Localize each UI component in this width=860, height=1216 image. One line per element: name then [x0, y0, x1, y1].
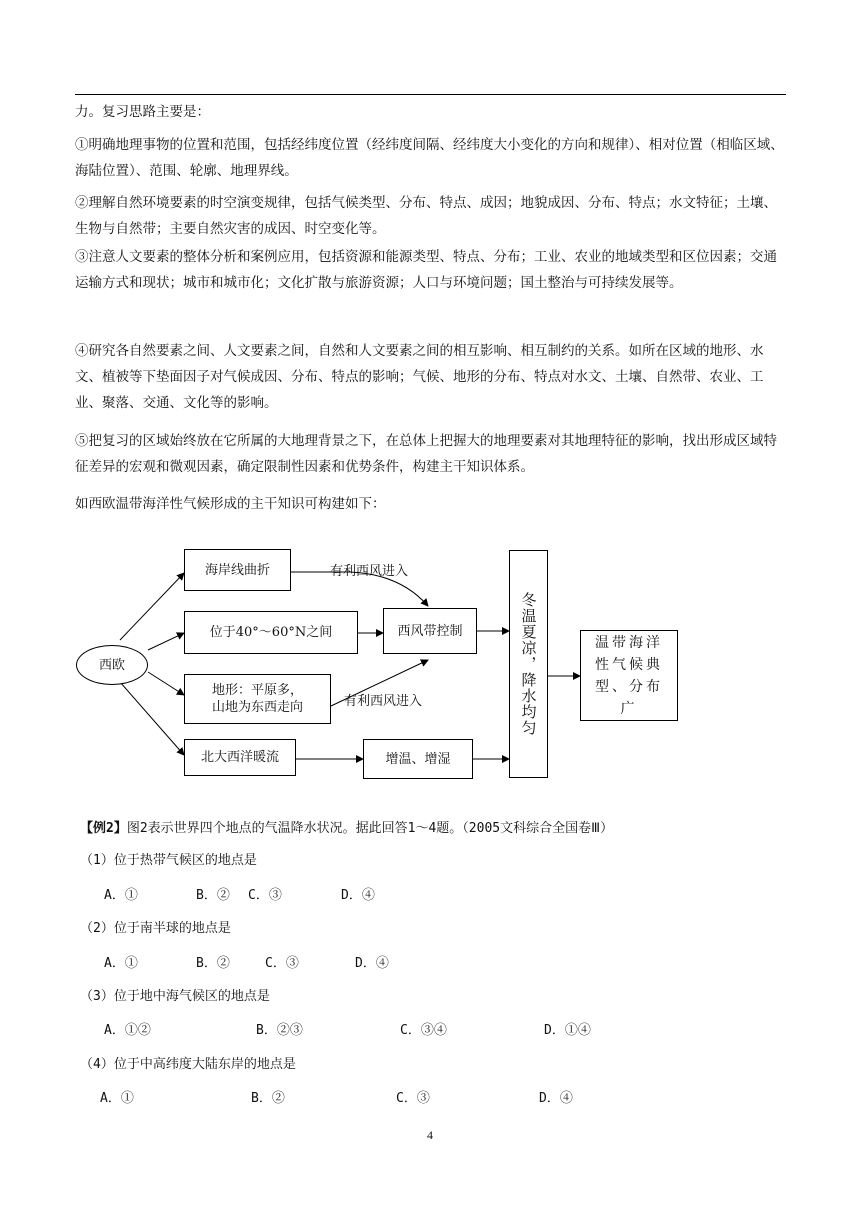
climate-feature-box	[509, 550, 548, 778]
point-1: ①明确地理事物的位置和范围，包括经纬度位置（经纬度间隔、经纬度大小变化的方向和规律）、相对位置（相临区域、海陆位置）、范围、轮廓、地理界线。	[75, 137, 784, 179]
result-box	[580, 630, 678, 721]
q1-option-c[interactable]: C．③	[248, 888, 282, 903]
result-label: 温带海洋性气候典型、分布广	[595, 634, 663, 717]
q2-option-c[interactable]: C．③	[265, 956, 299, 971]
factor-terrain-line1: 地形：平原多，	[211, 683, 303, 698]
factor-current-box	[184, 739, 296, 776]
factor-latitude-label: 位于40°～60°N之间	[209, 625, 333, 640]
example-text: 图2表示世界四个地点的气温降水状况。据此回答1～4题。（2005文科综合全国卷Ⅲ）	[126, 821, 614, 836]
q1-option-d[interactable]: D．④	[341, 888, 375, 903]
point-3: ③注意人文要素的整体分析和案例应用，包括资源和能源类型、特点、分布；工业、农业的地域类型和区位因素；交通运输方式和现状；城市和城市化；文化扩散与旅游资源；人口与环境问题；国土整治与可持续发展等。	[75, 249, 777, 291]
westerly-label: 西风带控制	[397, 623, 463, 639]
factor-coastline-box	[184, 549, 291, 591]
arrow-root-current	[120, 682, 184, 755]
root-label: 西欧	[98, 657, 125, 673]
diagram-intro: 如西欧温带海洋性气候形成的主干知识可构建如下：	[75, 496, 386, 512]
q3-option-c[interactable]: C．③④	[400, 1023, 447, 1038]
label-westerly-bottom: 有利西风进入	[344, 694, 423, 709]
factor-current-label: 北大西洋暖流	[200, 750, 279, 765]
question-4-stem: （4）位于中高纬度大陆东岸的地点是	[80, 1057, 296, 1072]
factor-coastline-label: 海岸线曲折	[204, 562, 270, 578]
point-2: ②理解自然环境要素的时空演变规律，包括气候类型、分布、特点、成因；地貌成因、分布、特点；水文特征；土壤、生物与自然带；主要自然灾害的成因、时空变化等。	[75, 195, 777, 237]
q4-option-d[interactable]: D．④	[539, 1091, 573, 1106]
intro-line: 力。复习思路主要是：	[75, 104, 210, 120]
factor-latitude-box	[184, 611, 358, 654]
question-1-stem: （1）位于热带气候区的地点是	[80, 853, 257, 868]
q3-option-a[interactable]: A．①②	[104, 1023, 151, 1038]
westerly-box	[383, 608, 477, 654]
q2-option-a[interactable]: A．①	[104, 956, 138, 971]
arrow-root-terrain	[148, 672, 184, 695]
point-4: ④研究各自然要素之间、人文要素之间，自然和人文要素之间的相互影响、相互制约的关系。如所在区域的地形、水文、植被等下垫面因子对气候成因、分布、特点的影响；气候、地形的分布、特点对水文、土壤、自然带、农业、工业、聚落、交通、文化等的影响。	[75, 343, 764, 411]
page-number: 4	[427, 1128, 433, 1142]
q1-option-a[interactable]: A．①	[104, 888, 138, 903]
q3-option-d[interactable]: D．①④	[544, 1023, 591, 1038]
warm-humid-label: 增温、增湿	[385, 751, 451, 767]
arrow-root-latitude	[148, 633, 184, 650]
factor-terrain-line2: 山地为东西走向	[211, 700, 303, 715]
q4-option-a[interactable]: A．①	[100, 1091, 134, 1106]
q2-option-d[interactable]: D．④	[355, 956, 389, 971]
point-5: ⑤把复习的区域始终放在它所属的大地理背景之下，在总体上把握大的地理要素对其地理特征的影响，找出形成区域特征差异的宏观和微观因素，确定限制性因素和优势条件，构建主干知识体系。	[75, 433, 777, 475]
warm-humid-box	[363, 739, 473, 779]
question-3-stem: （3）位于地中海气候区的地点是	[80, 989, 270, 1004]
q2-option-b[interactable]: B．②	[196, 956, 230, 971]
q4-option-c[interactable]: C．③	[396, 1091, 430, 1106]
label-westerly-top: 有利西风进入	[330, 564, 409, 579]
arrow-root-coast	[120, 573, 184, 640]
question-2-stem: （2）位于南半球的地点是	[80, 921, 231, 936]
example-tag: 【例2】	[80, 821, 127, 836]
q1-option-b[interactable]: B．②	[196, 888, 230, 903]
factor-terrain-box	[184, 674, 331, 724]
root-node-ellipse	[76, 645, 148, 685]
climate-feature-label: 冬温夏凉，降水均匀	[519, 592, 538, 736]
example-line	[80, 820, 613, 838]
q4-option-b[interactable]: B．②	[251, 1091, 285, 1106]
q3-option-b[interactable]: B．②③	[256, 1023, 303, 1038]
